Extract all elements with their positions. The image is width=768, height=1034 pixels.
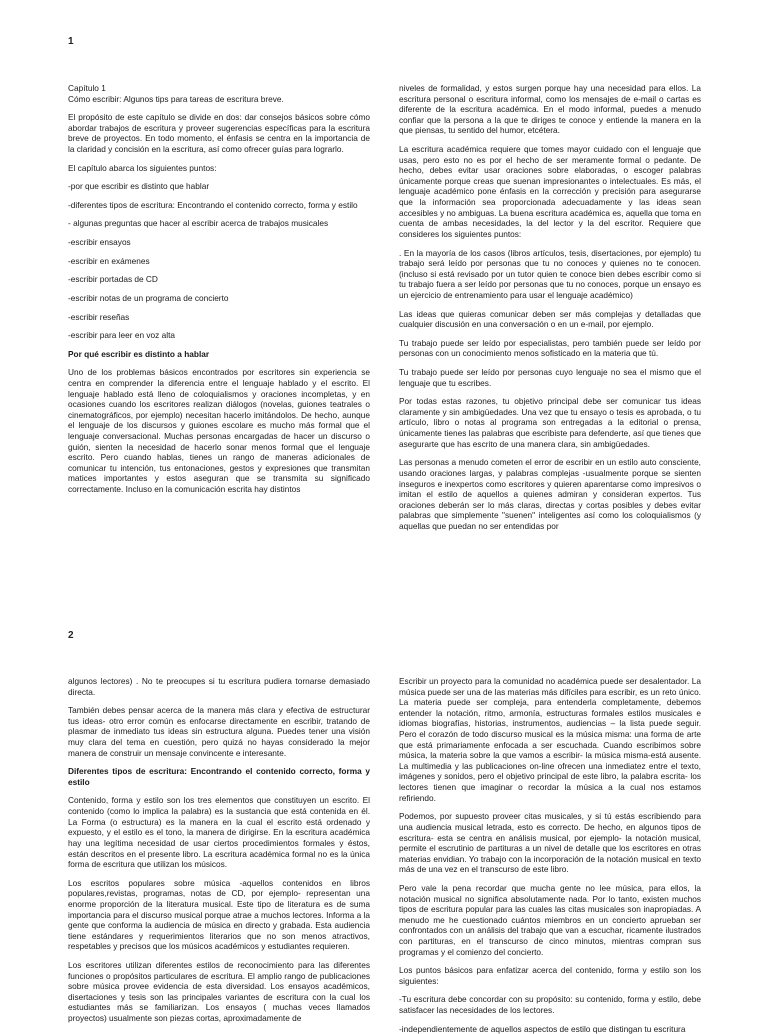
list-item: -escribir para leer en voz alta — [68, 330, 175, 341]
section-heading: Por qué escribir es distinto a hablar — [68, 348, 210, 359]
chapter-label: Capítulo 1 — [68, 83, 106, 93]
paragraph: -independientemente de aquellos aspectos de estilo que distingan tu escritura — [399, 1023, 686, 1034]
list-item: -por que escribir es distinto que hablar — [68, 181, 210, 192]
paragraph: Uno de los problemas básicos encontrados por escritores sin experiencia se centra en comprender la diferencia entre el lenguaje hablado y el escrito. El lenguaje hablado está lleno de coloquialismos y oraciones incompletas, y en ocasiones cuando los escritores realizan diálogos (novelas, guiones teatrales o cinematográficos, por ejemplo) necesitan hacerlo imitándolos. De hecho, aunque el lenguaje de los discursos y guiones escolare es mucho más formal que el lenguaje conversacional. Muchas personas encargadas de hacer un discurso o guión, sienten la necesidad de hacerlo sonar menos formal que el lenguaje escrito. Pero cuando hablas, tienes un rango de maneras adicionales de comunicar tu intención, tus entonaciones, gestos y expresiones que transmitan matices importantes y estos aseguran que se transmita su significado correctamente. Incluso en la comunicación escrita hay distintos — [68, 367, 370, 495]
page-1-left-column — [68, 83, 370, 523]
list-item: -escribir portadas de CD — [68, 274, 158, 285]
paragraph: Tu trabajo puede ser leído por personas cuyo lenguaje no sea el mismo que el lenguaje que tu escribes. — [399, 367, 701, 388]
list-item: -escribir reseñas — [68, 311, 130, 322]
paragraph: niveles de formalidad, y estos surgen porque hay una necesidad para ellos. La escritura personal o escritura informal, como los mensajes de e-mail o cartas es diferente de la escritura académica. En el modo informal, puedes a menudo confiar que la persona a la que te diriges te conoce y entiende la manera en la que piensas, tu sentido del humor, etcétera. — [399, 83, 701, 136]
paragraph: El capítulo abarca los siguientes puntos: — [68, 162, 217, 173]
page-2-left-column — [68, 676, 370, 1024]
paragraph: Escribir un proyecto para la comunidad no académica puede ser desalentador. La música puede ser una de las materias más difíciles para escribir, es un reto único. La materia puede ser compleja, para entenderla completamente, debemos entender la notación, ritmo, armonía, estructuras formales estilos musicales e idiomas biografías, historias, instrumentos, audiencias – la lista puede seguir. Pero el corazón de todo discurso musical es la música misma: una forma de arte que está primariamente enfocada a ser escuchada. Cuando escribimos sobre música, la materia sobre la que vamos a escribir- la música misma-está ausente. La multimedia y las publicaciones on-line ofrecen una inmediatez entre el texto, imágenes y sonidos, pero el objetivo principal de este libro, la palabra escrita- los lectores tienen que imaginar o recordar la música a la cual nos estamos refiriendo. — [399, 676, 701, 803]
paragraph: Por todas estas razones, tu objetivo principal debe ser comunicar tus ideas claramente y sin ambigüedades. Una vez que tu ensayo o tesis es aprobada, o tu artículo, libro o notas al programa son entregadas a la editorial o prensa, únicamente tienes las palabras que escribiste para defenderte, así que tienes que asegurarte que has escrito de una manera clara, sin ambigüedades. — [399, 396, 701, 449]
paragraph: Tu trabajo puede ser leído por especialistas, pero también puede ser leído por personas con un conocimiento menos sofisticado en la materia que tú. — [399, 337, 701, 359]
page-number: 2 — [68, 630, 74, 641]
list-item: -diferentes tipos de escritura: Encontrando el contenido correcto, forma y estilo — [68, 199, 358, 210]
page-number: 1 — [68, 36, 74, 47]
paragraph: Los escritores utilizan diferentes estilos de reconocimiento para las diferentes funciones o propósitos particulares de escritura. El amplio rango de publicaciones sobre música provee evidencia de esta diversidad. Los ensayos académicos, disertaciones y tesis son las principales variantes de escritura con la cual los estudiantes más se familiarizan. Los ensayos ( muchas veces llamados proyectos) usualmente son piezas cortas, aproximadamente de — [68, 960, 370, 1024]
paragraph: El propósito de este capítulo se divide en dos: dar consejos básicos sobre cómo abordar trabajos de escritura y proveer sugerencias específicas para la escritura breve de proyectos. En todo momento, el énfasis se centra en la importancia de la claridad y concisión en la escritura, así como ofrecer guías para lograrlo. — [68, 112, 370, 155]
paragraph: algunos lectores) . No te preocupes si tu escritura pudiera tornarse demasiado directa. — [68, 676, 370, 697]
paragraph: Contenido, forma y estilo son los tres elementos que constituyen un escrito. El contenido (como lo implica la palabra) es la sustancia que está contenida en él. La Forma (o estructura) es la manera en la cual el escrito está ordenado y expuesto, y el estilo es el tono, la manera de dirigirse. En la escritura académica hay una legítima necesidad de usar ciertos procedimientos formales y éstos, están descritos en el presente libro. La escritura académica formal no es la única forma de escritura que utilizan los músicos. — [68, 795, 370, 870]
section-heading: Diferentes tipos de escritura: Encontrando el contenido correcto, forma y estilo — [68, 766, 370, 787]
paragraph: La escritura académica requiere que tomes mayor cuidado con el lenguaje que usas, pero esto no es por el hecho de ser meramente formal o pedante. De hecho, debes evitar usar oraciones sobre elaboradas, o escoger palabras únicamente porque creas que suenan impresionantes o intelectuales. Es más, el lenguaje académico pone énfasis en la corrección y precisión para asegurarse que la información sea proporcionada adecuadamente y las ideas sean accesibles y no ambiguas. La buena escritura académica es, aquella que toma en cuenta de ambas necesidades, la del lector y la del escritor. Requiere que consideres los siguientes puntos: — [399, 144, 701, 239]
paragraph: Las personas a menudo cometen el error de escribir en un estilo auto consciente, usando oraciones largas, y palabras complejas -usualmente porque se sienten inseguros e inexpertos como escritores y quieren aparentarse como impresivos o imitan el estilo de aquellos a quienes admiran y consideran expertos. Tus oraciones deberán ser lo más claras, directas y cortas posibles y debes evitar palabras que simplemente "suenen" inteligentes así como los coloquialismos (y aquellas que puedan no ser entendidas por — [399, 457, 701, 531]
list-item: -escribir ensayos — [68, 237, 131, 248]
paragraph: Los escritos populares sobre música -aquellos contenidos en libros populares,revistas, programas, notas de CD, por ejemplo- representan una enorme proporción de la literatura musical. Este tipo de literatura es de suma importancia para el discurso musical porque atrae a muchos lectores. Informa a la gente que conforma la audiencia de música en directo y grabada. Esta audiencia tiene estándares y requerimientos literarios que no son menos atractivos, respetables y precisos que los músicos académicos y estudiantes requieren. — [68, 877, 370, 952]
paragraph: . En la mayoría de los casos (libros artículos, tesis, disertaciones, por ejemplo) tu trabajo será leído por personas que tu no conoces y quienes no te conocen. (incluso si está revisado por un tutor quien te conoce bien debes escribir como si tu trabajo fuera a ser leído por personas que tu no conoces, porque un ensayo es un ejercicio de entrenamiento para usar el lenguaje académico) — [399, 247, 701, 300]
page-2-right-column — [399, 676, 701, 1034]
paragraph: Podemos, por supuesto proveer citas musicales, y si tú estás escribiendo para una audiencia musical letrada, esto es correcto. De hecho, en algunos tipos de escritura- esta se centra en análisis musical, por ejemplo- la notación musical, permite el escrutinio de partituras a un nivel de detalle que los escritores en otras materias envidian. Yo trabajo con la incorporación de la notación musical en texto más de una vez en el transcurso de este libro. — [399, 811, 701, 875]
list-item: - algunas preguntas que hacer al escribir acerca de trabajos musicales — [68, 218, 329, 229]
paragraph: Los puntos básicos para enfatizar acerca del contenido, forma y estilo son los siguientes: — [399, 965, 701, 986]
paragraph: Cómo escribir: Algunos tips para tareas de escritura breve. — [68, 93, 284, 104]
list-item: -escribir notas de un programa de concierto — [68, 292, 229, 303]
list-item: -escribir en exámenes — [68, 255, 150, 266]
paragraph: También debes pensar acerca de la manera más clara y efectiva de estructurar tus ideas- otro error común es enfocarse directamente en escribir, tratando de plasmar de inmediato tus ideas sin estructura alguna. Puedes tener una visión muy clara del tema en cuestión, pero quizá no hayas considerado la mejor manera de construir un mensaje convincente e interesante. — [68, 705, 370, 758]
paragraph: Pero vale la pena recordar que mucha gente no lee música, para ellos, la notación musical no significa absolutamente nada. Por lo tanto, existen muchos tipos de escritura popular para las cuales las citas musicales son inapropiadas. A menudo me he cuestionado cuántos miembros en un concierto aprueban ser confrontados con un análisis del trabajo que van a escuchar, ricamente ilustrados con partituras, en el transcurso de cinco minutos, mientras compran sus programas y el comienzo del concierto. — [399, 882, 701, 957]
paragraph: -Tu escritura debe concordar con su propósito: su contenido, forma y estilo, debe satisfacer las necesidades de los lectores. — [399, 994, 701, 1016]
page-1-right-column — [399, 83, 701, 531]
paragraph: Las ideas que quieras comunicar deben ser más complejas y detalladas que cualquier discusión en una conversación o en un e-mail, por ejemplo. — [399, 308, 701, 330]
